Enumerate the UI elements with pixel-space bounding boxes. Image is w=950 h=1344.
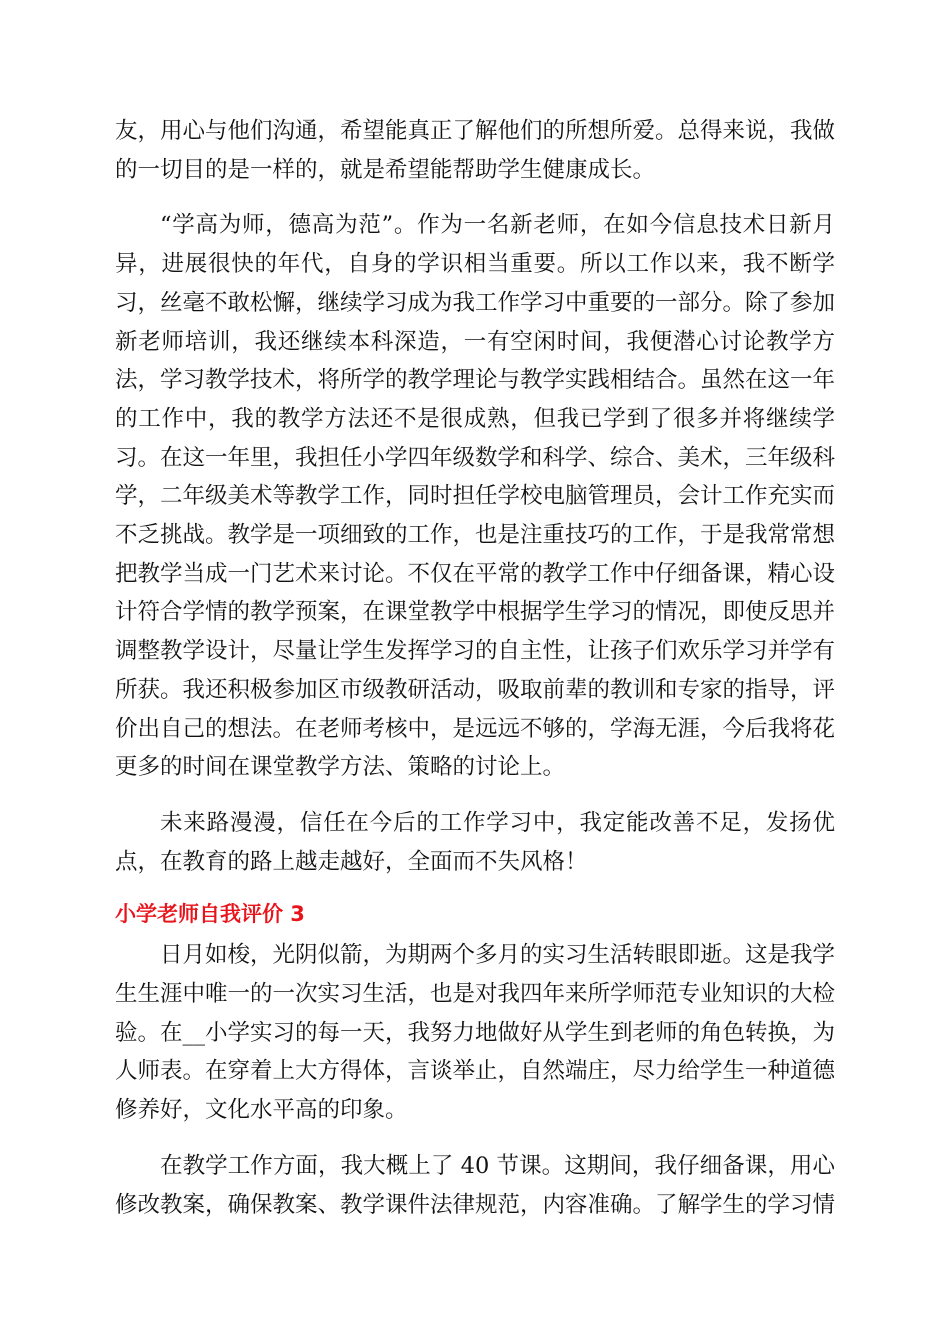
paragraph-continuation: 友，用心与他们沟通，希望能真正了解他们的所想所爱。总得来说，我做的一切目的是一样的，就是希望能帮助学生健康成长。 <box>115 118 836 183</box>
paragraph-internship: 日月如梭，光阴似箭，为期两个多月的实习生活转眼即逝。这是我学生生涯中唯一的一次实习生活，也是对我四年来所学师范专业知识的大检验。在__小学实习的每一天，我努力地做好从学生到老师的角色转换，为人师表。在穿着上大方得体，言谈举止，自然端庄，尽力给学生一种道德修养好，文化水平高的印象。 <box>115 942 836 1124</box>
paragraph-teaching-work: 在教学工作方面，我大概上了 40 节课。这期间，我仔细备课，用心修改教案，确保教案、教学课件法律规范，内容准确。了解学生的学习情 <box>115 1152 836 1218</box>
section-heading: 小学老师自我评价 3 <box>115 902 305 927</box>
document-page <box>115 112 835 1224</box>
paragraph-future: 未来路漫漫，信任在今后的工作学习中，我定能改善不足，发扬优点，在教育的路上越走越好，全面而不失风格！ <box>115 809 835 875</box>
paragraph-learning: “学高为师，德高为范”。作为一名新老师，在如今信息技术日新月异，进展很快的年代，自身的学识相当重要。所以工作以来，我不断学习，丝毫不敢松懈，继续学习成为我工作学习中重要的一部分。除了参加新老师培训，我还继续本科深造，一有空闲时间，我便潜心讨论教学方法，学习教学技术，将所学的教学理论与教学实践相结合。虽然在这一年的工作中，我的教学方法还不是很成熟，但我已学到了很多并将继续学习。在这一年里，我担任小学四年级数学和科学、综合、美术，三年级科学，二年级美术等教学工作，同时担任学校电脑管理员，会计工作充实而不乏挑战。教学是一项细致的工作，也是注重技巧的工作，于是我常常想把教学当成一门艺术来讨论。不仅在平常的教学工作中仔细备课，精心设计符合学情的教学预案，在课堂教学中根据学生学习的情况，即使反思并调整教学设计，尽量让学生发挥学习的自主性，让孩子们欢乐学习并学有所获。我还积极参加区市级教研活动，吸取前辈的教训和专家的指导，评价出自己的想法。在老师考核中，是远远不够的，学海无涯，今后我将花更多的时间在课堂教学方法、策略的讨论上。 <box>115 212 836 781</box>
